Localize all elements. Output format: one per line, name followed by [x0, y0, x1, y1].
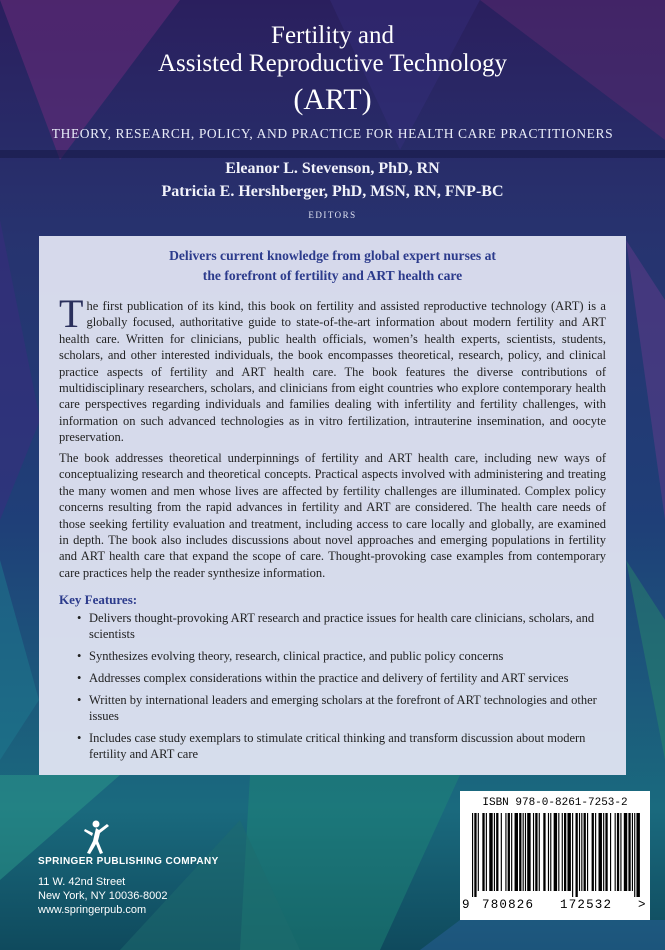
publisher-name-part1: SPRINGER	[38, 856, 94, 867]
ean-first-digit: 9	[462, 898, 470, 912]
description-paragraph-2: The book addresses theoretical underpinnings of fertility and ART health care, including new ways of conceptualizing research and theoretical concepts. Practical aspects involved with administering and treating the many women and men whose lives are affected by fertility challenges are illuminated. Complex policy concerns resulting from the rapid advances in fertility and ART are considered. The health care needs of those seeking fertility evaluation and treatment, including access to care locally and globally, are examined in depth. The book also includes discussions about novel approaches and emerging populations in fertility and ART health care that expand the scope of care. Thought-provoking case examples from contemporary care practices help the reader synthesize information.	[59, 451, 606, 580]
barcode-bars	[470, 813, 642, 897]
publisher-address-line1: 11 W. 42nd Street	[38, 876, 126, 888]
publisher-name	[38, 856, 219, 867]
drop-cap: T	[59, 291, 84, 336]
list-item: • Includes case study exemplars to stimulate critical thinking and transform discussion about modern fertility and ART care	[79, 730, 601, 762]
ean-left-group: 780826	[482, 898, 535, 912]
tagline-line1: Delivers current knowledge from global expert nurses at	[169, 248, 496, 263]
publisher-address-line2: New York, NY 10036-8002	[38, 890, 168, 902]
editor-name-2: Patricia E. Hershberger, PhD, MSN, RN, FNP-BC	[161, 183, 504, 200]
publisher-website: www.springerpub.com	[38, 904, 147, 916]
isbn-barcode	[460, 791, 650, 920]
key-features-list	[79, 610, 601, 768]
publisher-name-part2: PUBLISHING COMPANY	[96, 856, 219, 867]
description-panel	[39, 236, 626, 775]
tagline-line2: the forefront of fertility and ART health care	[202, 268, 463, 283]
book-subtitle: THEORY, RESEARCH, POLICY, AND PRACTICE FOR HEALTH CARE PRACTITIONERS	[51, 126, 614, 141]
ean-right-group: 172532	[560, 898, 613, 912]
tagline	[59, 246, 606, 286]
description-paragraph-1	[59, 291, 606, 446]
book-title-line2: Assisted Reproductive Technology	[157, 50, 508, 77]
book-title-line1: Fertility and	[271, 22, 394, 49]
list-item: • Addresses complex considerations within the practice and delivery of fertility and ART services	[79, 670, 601, 686]
isbn-label: ISBN 978-0-8261-7253-2	[482, 797, 628, 809]
list-item: • Written by international leaders and emerging scholars at the forefront of ART technologies and other issues	[79, 692, 601, 724]
springer-figure-logo-icon	[79, 819, 115, 859]
editor-name-1: Eleanor L. Stevenson, PhD, RN	[225, 160, 440, 177]
key-features-heading: Key Features:	[59, 592, 138, 607]
ean-arrow: >	[638, 898, 646, 912]
paragraph-1-text: he first publication of its kind, this book on fertility and assisted reproductive technology (ART) is a globally focused, authoritative guide to state-of-the-art information about modern fertility and ART health care. Written for clinicians, public health officials, women’s health experts, scientists, students, scholars, and other interested individuals, the book encompasses theoretical, research, policy, and clinical practice aspects of fertility and ART health care. The book features the diverse contributions of multidisciplinary researchers, scholars, and clinicians from eight countries who explore contemporary health care perspectives regarding individuals and families dealing with infertility and fertility challenges, with information on such advanced technologies as in vitro fertilization, intrauterine insemination, and oocyte preservation.	[59, 299, 606, 445]
list-item: • Delivers thought-provoking ART research and practice issues for health care clinicians, scholars, and scientists	[79, 610, 601, 642]
editors-label: EDITORS	[308, 210, 357, 220]
list-item: • Synthesizes evolving theory, research, clinical practice, and public policy concerns	[79, 648, 601, 664]
book-title-line3: (ART)	[293, 83, 372, 116]
